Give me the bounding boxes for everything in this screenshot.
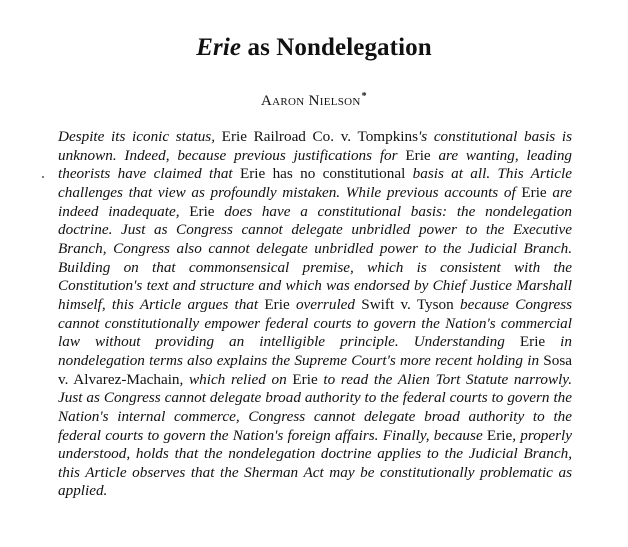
abstract-roman-run: Erie	[189, 202, 215, 220]
abstract-italic-run: does have a constitutional basis: the nondelegation doctrine. Just as Congress cannot delegate unbridled power to the Executive Branch, Congress also cannot delegate unbridled power to the Judicial Branch. Building on that commonsensical premise, which is consistent with the Constitution's text and structure and which was endorsed by Chief Justice Marshall himself, this Article argues that	[58, 202, 572, 313]
abstract-roman-run: Swift v. Tyson	[361, 295, 454, 313]
abstract-italic-run: because Congress cannot constitutionally empower federal courts to govern the Nation's commercial law without providing an intelligible principle. Understanding	[58, 295, 573, 351]
abstract-italic-run: are wanting, leading theorists have claimed that	[58, 146, 573, 183]
abstract-italic-run: 's constitutional basis is unknown. Indeed, because previous justifications for	[58, 128, 572, 164]
abstract-roman-run: Erie	[292, 370, 318, 388]
abstract-italic-run: to read the Alien Tort Statute narrowly. Just as Congress cannot delegate broad authority to the federal courts to govern the Nation's internal commerce, Congress cannot delegate broad authority to the federal courts to govern the Nation's foreign affairs. Finally, because	[58, 370, 572, 444]
abstract-roman-run: Erie	[486, 426, 513, 444]
abstract-paragraph	[58, 128, 572, 501]
abstract-italic-run: in nondelegation terms also explains the Supreme Court's more recent holding in	[58, 333, 572, 369]
abstract-roman-run: Erie	[519, 333, 546, 351]
abstract-italic-run: basis at all. This Article challenges that view as profoundly mistaken. While previous accounts of	[58, 165, 572, 201]
author-footnote-mark: *	[361, 91, 367, 102]
abstract-italic-run: , properly understood, holds that the nondelegation doctrine applies to the Judicial Branch, this Article observes that the Sherman Act may be constitutionally problematic as applied.	[58, 426, 572, 500]
abstract-roman-run: Sosa v. Alvarez-Machain	[58, 351, 572, 388]
abstract-italic-run: Despite its iconic status,	[58, 128, 222, 145]
title-italic-part: Erie	[196, 34, 242, 61]
abstract-roman-run: Erie has no constitutional	[239, 165, 406, 183]
abstract-roman-run: Erie	[264, 295, 290, 313]
abstract-italic-run: are indeed inadequate,	[58, 183, 572, 220]
article-title	[0, 34, 628, 62]
scan-speck	[42, 176, 44, 178]
author-line	[0, 91, 628, 110]
abstract-italic-run: overruled	[289, 295, 362, 313]
author-name: Aaron Nielson	[261, 93, 361, 109]
title-rest: as Nondelegation	[241, 34, 432, 61]
abstract-italic-run: , which relied on	[179, 370, 293, 388]
abstract-roman-run: Erie	[405, 146, 431, 164]
abstract-roman-run: Erie Railroad Co. v. Tompkins	[221, 128, 419, 145]
abstract-roman-run: Erie	[521, 183, 547, 201]
